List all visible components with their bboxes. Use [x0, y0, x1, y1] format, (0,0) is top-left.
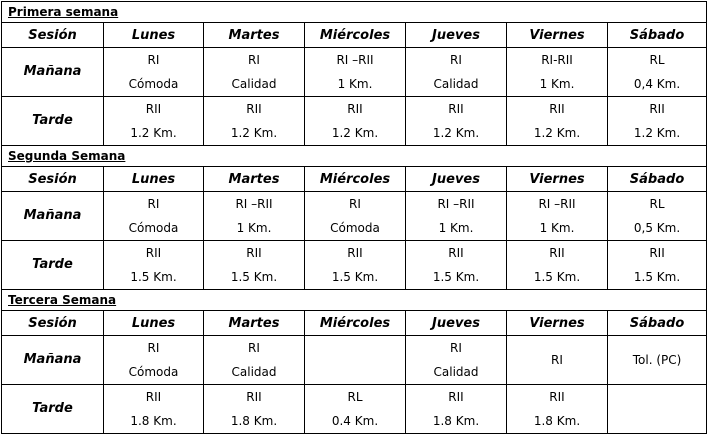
training-detail: 1 Km. — [438, 221, 474, 235]
training-detail: 1.8 Km. — [130, 414, 177, 428]
schedule-cell — [406, 336, 507, 385]
training-type: RII — [145, 390, 162, 404]
session-row — [2, 192, 707, 241]
session-header: Sesión — [2, 311, 104, 336]
training-type: RI-RII — [541, 53, 573, 67]
schedule-cell — [104, 385, 204, 434]
session-label: Mañana — [2, 336, 104, 385]
schedule-cell — [507, 336, 608, 385]
training-type: RI — [450, 53, 462, 67]
training-type: RII — [549, 390, 565, 404]
training-detail: Cómoda — [128, 221, 179, 235]
schedule-cell — [507, 48, 608, 97]
day-header: Sábado — [608, 311, 707, 336]
session-header: Sesión — [2, 167, 104, 192]
schedule-cell — [104, 336, 204, 385]
schedule-cell — [608, 385, 707, 434]
week-title-row — [2, 290, 707, 311]
training-type: RL — [649, 53, 665, 67]
training-schedule-table — [1, 1, 707, 434]
training-detail: 1.5 Km. — [432, 270, 480, 284]
schedule-cell — [406, 97, 507, 146]
training-detail: Cómoda — [128, 365, 179, 379]
training-detail: 1 Km. — [539, 77, 575, 91]
schedule-cell — [104, 192, 204, 241]
training-type: RII — [347, 246, 363, 260]
session-label: Mañana — [2, 48, 104, 97]
training-detail: 0,5 Km. — [633, 221, 681, 235]
training-type: RII — [145, 246, 162, 260]
schedule-cell — [608, 336, 707, 385]
training-type: RI –RII — [235, 197, 273, 211]
session-label: Tarde — [2, 241, 104, 290]
training-detail: 1 Km. — [337, 77, 373, 91]
training-type: RII — [649, 102, 665, 116]
training-type: RI — [147, 197, 160, 211]
schedule-cell — [305, 241, 406, 290]
day-header: Jueves — [406, 167, 507, 192]
week-title-row — [2, 2, 707, 23]
training-detail: 1.2 Km. — [633, 126, 681, 140]
schedule-cell — [204, 336, 305, 385]
training-type: RI –RII — [538, 197, 576, 211]
schedule-cell — [104, 48, 204, 97]
schedule-cell — [608, 192, 707, 241]
schedule-cell — [204, 241, 305, 290]
training-type: RL — [347, 390, 363, 404]
training-detail: 1.5 Km. — [230, 270, 278, 284]
training-type: RI — [147, 341, 160, 355]
training-type: RII — [448, 246, 464, 260]
schedule-cell — [104, 97, 204, 146]
schedule-cell — [204, 48, 305, 97]
training-detail: 1.8 Km. — [533, 414, 581, 428]
day-header: Miércoles — [305, 23, 406, 48]
training-type: RI — [248, 53, 260, 67]
session-label: Mañana — [2, 192, 104, 241]
header-row — [2, 167, 707, 192]
training-detail: 1.2 Km. — [432, 126, 480, 140]
header-row — [2, 311, 707, 336]
day-header: Sábado — [608, 167, 707, 192]
training-detail: 1 Km. — [236, 221, 272, 235]
training-detail: 1.5 Km. — [130, 270, 177, 284]
training-type: RI — [147, 53, 160, 67]
training-detail: Calidad — [433, 365, 479, 379]
day-header: Martes — [204, 311, 305, 336]
schedule-cell — [406, 192, 507, 241]
week-title: Tercera Semana — [2, 290, 707, 311]
day-header: Jueves — [406, 23, 507, 48]
day-header: Viernes — [507, 167, 608, 192]
day-header: Jueves — [406, 311, 507, 336]
day-header: Viernes — [507, 311, 608, 336]
session-label: Tarde — [2, 97, 104, 146]
schedule-cell — [507, 241, 608, 290]
session-row — [2, 385, 707, 434]
schedule-cell — [104, 241, 204, 290]
training-type: RII — [649, 246, 665, 260]
training-type: RII — [549, 246, 565, 260]
training-detail: 0,4 Km. — [633, 77, 681, 91]
training-detail: 1.8 Km. — [432, 414, 480, 428]
schedule-cell — [305, 48, 406, 97]
training-detail: 1.5 Km. — [533, 270, 581, 284]
training-detail: Calidad — [433, 77, 479, 91]
day-header: Lunes — [104, 167, 204, 192]
training-type: RII — [145, 102, 162, 116]
training-detail: 1.8 Km. — [230, 414, 278, 428]
training-detail: 0.4 Km. — [331, 414, 379, 428]
session-row — [2, 97, 707, 146]
training-type: RII — [448, 102, 464, 116]
schedule-cell — [305, 97, 406, 146]
day-header: Martes — [204, 167, 305, 192]
week-title: Primera semana — [2, 2, 707, 23]
training-detail: 1.2 Km. — [533, 126, 581, 140]
training-type: RI –RII — [336, 53, 374, 67]
training-detail: 1.5 Km. — [633, 270, 681, 284]
training-detail: Cómoda — [330, 221, 380, 235]
training-detail: Cómoda — [128, 77, 179, 91]
training-detail: 1.2 Km. — [130, 126, 177, 140]
training-type: RII — [246, 246, 262, 260]
schedule-cell — [305, 385, 406, 434]
schedule-cell — [204, 97, 305, 146]
training-type: RII — [448, 390, 464, 404]
training-type: RI — [349, 197, 361, 211]
training-type: RII — [347, 102, 363, 116]
training-type: RII — [549, 102, 565, 116]
header-row — [2, 23, 707, 48]
schedule-cell — [406, 385, 507, 434]
week-title: Segunda Semana — [2, 146, 707, 167]
schedule-cell — [204, 385, 305, 434]
session-row — [2, 241, 707, 290]
schedule-cell — [608, 97, 707, 146]
schedule-cell — [406, 241, 507, 290]
day-header: Lunes — [104, 311, 204, 336]
schedule-cell — [305, 336, 406, 385]
day-header: Sábado — [608, 23, 707, 48]
schedule-cell — [608, 48, 707, 97]
training-detail: 1.2 Km. — [230, 126, 278, 140]
training-detail: 1 Km. — [539, 221, 575, 235]
day-header: Lunes — [104, 23, 204, 48]
day-header: Viernes — [507, 23, 608, 48]
schedule-cell — [507, 385, 608, 434]
week-title-row — [2, 146, 707, 167]
training-type: Tol. (PC) — [632, 353, 682, 367]
training-type: RI — [450, 341, 462, 355]
training-type: RII — [246, 390, 262, 404]
session-row — [2, 336, 707, 385]
training-detail: Calidad — [231, 365, 277, 379]
training-type: RI –RII — [437, 197, 475, 211]
schedule-cell — [507, 97, 608, 146]
schedule-cell — [204, 192, 305, 241]
schedule-cell — [406, 48, 507, 97]
training-detail: 1.5 Km. — [331, 270, 379, 284]
day-header: Miércoles — [305, 167, 406, 192]
training-type: RI — [551, 353, 563, 367]
training-type: RI — [248, 341, 260, 355]
training-detail: Calidad — [231, 77, 277, 91]
session-header: Sesión — [2, 23, 104, 48]
schedule-cell — [305, 192, 406, 241]
session-row — [2, 48, 707, 97]
day-header: Martes — [204, 23, 305, 48]
schedule-cell — [608, 241, 707, 290]
session-label: Tarde — [2, 385, 104, 434]
training-type: RII — [246, 102, 262, 116]
training-detail: 1.2 Km. — [331, 126, 379, 140]
day-header: Miércoles — [305, 311, 406, 336]
training-type: RL — [649, 197, 665, 211]
schedule-cell — [507, 192, 608, 241]
